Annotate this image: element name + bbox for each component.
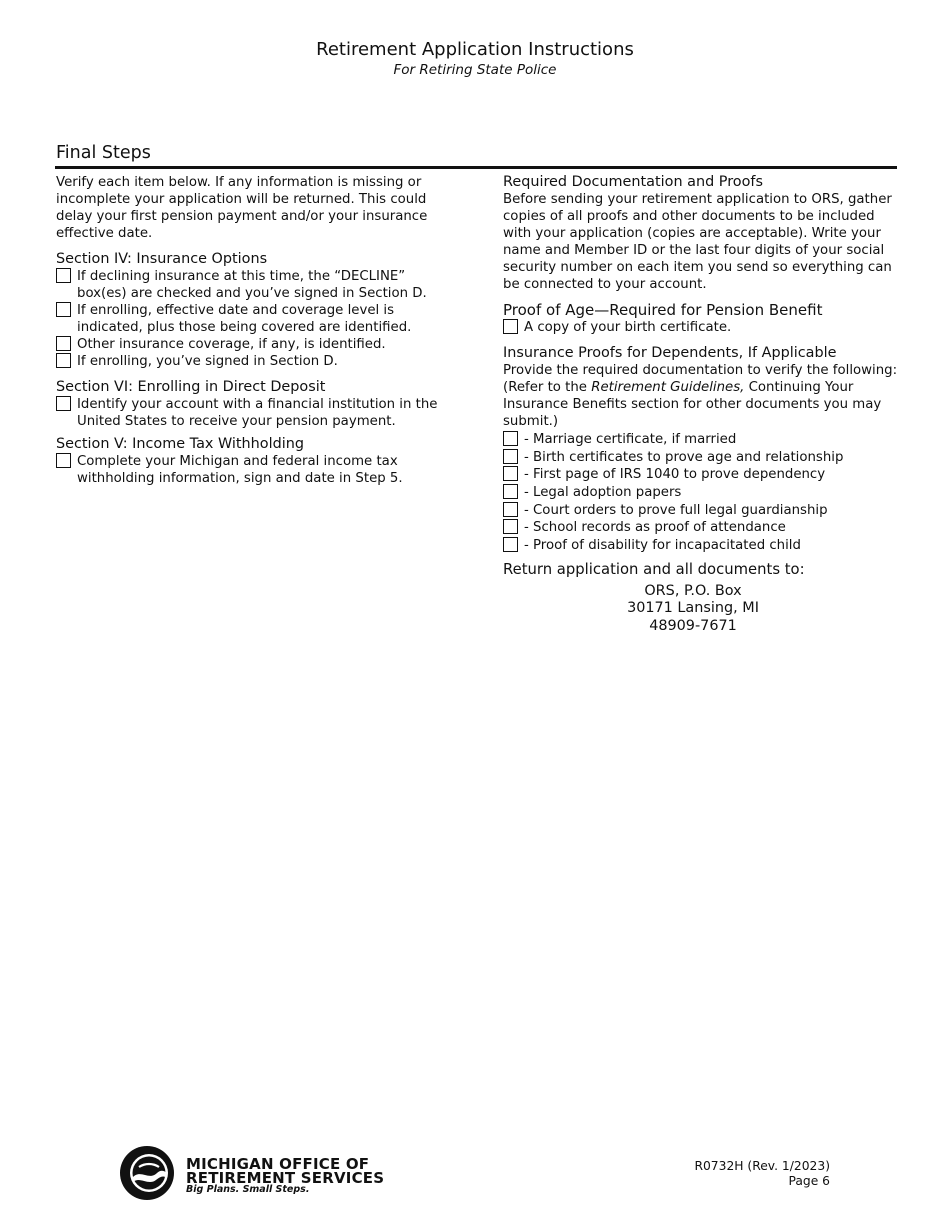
form-number: R0732H (Rev. 1/2023) bbox=[694, 1159, 830, 1173]
docs-text: Before sending your retirement application to ORS, gather copies of all proofs and other documents to be included with your application (copies are acceptable). Write your name and Member ID or the last four digits of your social security number on each item you send so everything can be connected to your account. bbox=[503, 192, 892, 292]
address-line: 30171 Lansing, MI bbox=[627, 600, 759, 617]
checklist-item bbox=[56, 453, 451, 487]
logo-emblem-icon bbox=[120, 1146, 174, 1200]
checkbox[interactable] bbox=[503, 431, 518, 446]
mailing-address bbox=[503, 583, 883, 636]
intro-text: Verify each item below. If any information is missing or incomplete your application will be returned. This could delay your first pension payment and/or your insurance effective date. bbox=[56, 175, 428, 241]
tax-withholding-heading: Section V: Income Tax Withholding bbox=[56, 436, 304, 452]
ors-logo bbox=[118, 1146, 408, 1202]
checklist-item bbox=[503, 319, 898, 336]
checklist-item-text: If enrolling, effective date and coverage level is indicated, plus those being covered are identified. bbox=[77, 303, 412, 335]
checklist-item bbox=[56, 336, 451, 353]
checklist-item bbox=[503, 466, 898, 484]
page-subtitle: For Retiring State Police bbox=[393, 62, 557, 78]
checklist-item bbox=[503, 502, 898, 520]
checklist-item-text: - Legal adoption papers bbox=[524, 485, 682, 501]
checkbox[interactable] bbox=[56, 453, 71, 468]
checkbox[interactable] bbox=[56, 268, 71, 283]
checklist-item bbox=[56, 268, 451, 302]
checkbox[interactable] bbox=[503, 502, 518, 517]
checklist-item-text: Complete your Michigan and federal income tax withholding information, sign and date in Step 5. bbox=[77, 454, 403, 486]
logo-text-line2: RETIREMENT SERVICES bbox=[186, 1169, 385, 1187]
footer-info bbox=[694, 1159, 830, 1189]
return-heading: Return application and all documents to: bbox=[503, 560, 805, 578]
checkbox[interactable] bbox=[56, 336, 71, 351]
checklist-item-text: Identify your account with a financial institution in the United States to receive your pension payment. bbox=[77, 397, 438, 429]
dependents-heading: Insurance Proofs for Dependents, If Applicable bbox=[503, 345, 837, 361]
checkbox[interactable] bbox=[56, 302, 71, 317]
logo-text-line1: MICHIGAN OFFICE OF bbox=[186, 1155, 370, 1173]
checkbox[interactable] bbox=[503, 319, 518, 334]
checklist-item-text: If declining insurance at this time, the “DECLINE” box(es) are checked and you’ve signed in Section D. bbox=[77, 269, 427, 301]
checkbox[interactable] bbox=[503, 537, 518, 552]
proof-of-age-heading: Proof of Age—Required for Pension Benefit bbox=[503, 301, 823, 319]
checklist-item bbox=[56, 353, 451, 370]
checkbox[interactable] bbox=[503, 519, 518, 534]
section-title: Final Steps bbox=[56, 143, 151, 163]
checklist-item-text: - Birth certificates to prove age and relationship bbox=[524, 449, 844, 465]
checklist-item bbox=[503, 537, 898, 555]
section-divider bbox=[55, 166, 897, 169]
checkbox[interactable] bbox=[56, 396, 71, 411]
checklist-item bbox=[56, 396, 451, 430]
checklist-item bbox=[56, 302, 451, 336]
checklist-item-text: - Court orders to prove full legal guardianship bbox=[524, 502, 828, 518]
direct-deposit-heading: Section VI: Enrolling in Direct Deposit bbox=[56, 379, 326, 395]
docs-heading: Required Documentation and Proofs bbox=[503, 174, 763, 190]
checkbox[interactable] bbox=[503, 484, 518, 499]
checklist-item-text: - Proof of disability for incapacitated child bbox=[524, 538, 801, 554]
insurance-heading: Section IV: Insurance Options bbox=[56, 251, 268, 267]
checkbox[interactable] bbox=[503, 466, 518, 481]
address-line: 48909-7671 bbox=[649, 617, 737, 634]
checklist-item-text: - Marriage certificate, if married bbox=[524, 432, 737, 447]
logo-tagline: Big Plans. Small Steps. bbox=[186, 1184, 310, 1195]
page-number: Page 6 bbox=[788, 1174, 830, 1188]
page-title: Retirement Application Instructions bbox=[316, 39, 634, 60]
checkbox[interactable] bbox=[56, 353, 71, 368]
right-column bbox=[503, 174, 898, 635]
checklist-item-text: - School records as proof of attendance bbox=[524, 520, 786, 536]
checklist-item-text: If enrolling, you’ve signed in Section D. bbox=[77, 354, 338, 369]
checklist-item bbox=[503, 484, 898, 502]
address-line: ORS, P.O. Box bbox=[644, 582, 742, 599]
checklist-item bbox=[503, 449, 898, 467]
checklist-item-text: A copy of your birth certificate. bbox=[524, 320, 732, 335]
left-column bbox=[56, 174, 451, 487]
road-icon bbox=[127, 1151, 171, 1195]
dependents-text: Provide the required documentation to verify the following: (Refer to the Retirement Guidelines, Continuing Your Insurance Benefits section for other documents you may submit.) bbox=[503, 363, 898, 429]
checklist-item bbox=[503, 519, 898, 537]
checklist-item-text: - First page of IRS 1040 to prove dependency bbox=[524, 467, 826, 483]
checklist-item-text: Other insurance coverage, if any, is identified. bbox=[77, 337, 386, 352]
checkbox[interactable] bbox=[503, 449, 518, 464]
checklist-item bbox=[503, 431, 898, 449]
